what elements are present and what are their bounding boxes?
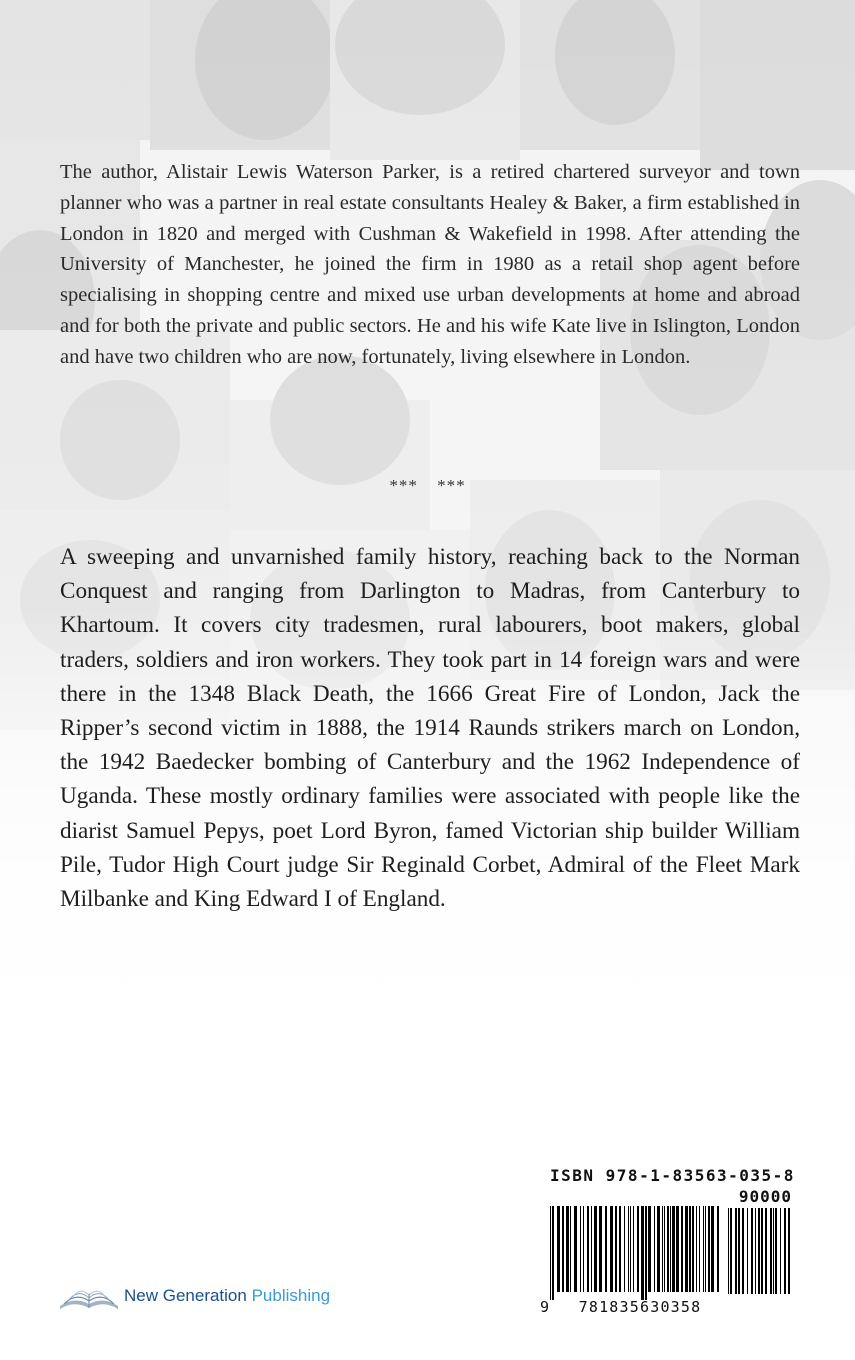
barcode-bar bbox=[681, 1206, 683, 1292]
barcode-bar bbox=[657, 1206, 660, 1292]
barcode-bar bbox=[742, 1208, 744, 1294]
barcode-bar bbox=[672, 1206, 675, 1292]
barcode-bar bbox=[562, 1206, 564, 1292]
barcode-bar bbox=[728, 1208, 729, 1294]
barcode-bar bbox=[599, 1206, 602, 1292]
barcode-bar bbox=[552, 1206, 554, 1300]
barcode-bar bbox=[696, 1206, 697, 1292]
ean-barcode-bars bbox=[550, 1206, 720, 1300]
price-addon-barcode-bars bbox=[728, 1208, 792, 1302]
barcode-bar bbox=[583, 1206, 584, 1292]
publisher-name-primary: New Generation bbox=[124, 1286, 252, 1305]
barcode-bar bbox=[594, 1206, 597, 1292]
barcode-bar bbox=[587, 1206, 589, 1292]
barcode-bar bbox=[566, 1206, 569, 1292]
barcode-bar bbox=[703, 1206, 704, 1292]
barcode-bar bbox=[689, 1206, 691, 1292]
barcode-bar bbox=[676, 1206, 679, 1292]
barcode-bar bbox=[550, 1206, 551, 1300]
barcode-bar bbox=[557, 1206, 560, 1292]
barcode-bar bbox=[630, 1206, 631, 1292]
barcode-bar bbox=[705, 1206, 706, 1292]
barcode-bar bbox=[591, 1206, 592, 1292]
barcode-bar bbox=[780, 1208, 781, 1294]
publisher-name bbox=[124, 1286, 330, 1306]
isbn-barcode bbox=[538, 1162, 798, 1322]
barcode-bar bbox=[761, 1208, 763, 1294]
open-book-icon bbox=[58, 1282, 120, 1310]
barcode-bar bbox=[730, 1208, 732, 1294]
barcode-bar bbox=[775, 1208, 777, 1294]
barcode-bar bbox=[570, 1206, 571, 1292]
barcode-bar bbox=[758, 1208, 760, 1294]
barcode-bar bbox=[685, 1206, 688, 1292]
publisher-logo-block bbox=[58, 1278, 330, 1314]
isbn-label: ISBN 978-1-83563-035-8 bbox=[550, 1166, 795, 1185]
barcode-bar bbox=[738, 1208, 740, 1294]
barcode-bar bbox=[610, 1206, 613, 1292]
publisher-name-accent: Publishing bbox=[251, 1286, 331, 1305]
barcode-bar bbox=[708, 1206, 710, 1292]
barcode-bar bbox=[765, 1208, 767, 1294]
barcode-bar bbox=[711, 1206, 714, 1292]
barcode-bar bbox=[773, 1208, 774, 1294]
barcode-bar bbox=[664, 1206, 665, 1292]
barcode-bar bbox=[624, 1206, 625, 1292]
barcode-bar bbox=[788, 1208, 790, 1294]
barcode-bar bbox=[628, 1206, 629, 1292]
book-blurb: A sweeping and unvarnished family history, reaching back to the Norman Conquest and ranging from Darlington to Madras, from Canterbury to Khartoum. It covers city tradesmen, rural labourers, boot makers, global traders, soldiers and iron workers. They took part in 14 foreign wars and were there in the 1348 Black Death, the 1666 Great Fire of London, Jack the Ripper’s second victim in 1888, the 1914 Raunds strikers march on London, the 1942 Baedecker bombing of Canterbury and the 1962 Independence of Uganda. These mostly ordinary families were associated with people like the diarist Samuel Pepys, poet Lord Byron, famed Victorian ship builder William Pile, Tudor High Court judge Sir Reginald Corbet, Admiral of the Fleet Mark Milbanke and King Edward I of England. bbox=[60, 544, 800, 913]
price-code: 90000 bbox=[738, 1187, 792, 1206]
barcode-bar bbox=[784, 1208, 786, 1294]
barcode-bar bbox=[641, 1206, 644, 1300]
section-separator: *** *** bbox=[389, 476, 466, 495]
author-biography: The author, Alistair Lewis Waterson Parker, is a retired chartered surveyor and town planner who was a partner in real estate consultants Healey & Baker, a firm established in London in 1820 and merged with Cushman & Wakefield in 1998. After attending the University of Manchester, he joined the firm in 1980 as a retail shop agent before specialising in shopping centre and mixed use urban developments at home and abroad and for both the private and public sectors. He and his wife Kate live in Islington, London and have two children who are now, fortunately, living elsewhere in London. bbox=[60, 161, 800, 368]
barcode-bar bbox=[648, 1206, 651, 1292]
barcode-bar bbox=[717, 1206, 719, 1292]
barcode-bar bbox=[751, 1208, 753, 1294]
barcode-bar bbox=[670, 1206, 671, 1292]
barcode-bar bbox=[755, 1208, 756, 1294]
ean-first-digit: 9 bbox=[540, 1298, 550, 1316]
barcode-bar bbox=[605, 1206, 607, 1292]
barcode-bar bbox=[615, 1206, 617, 1292]
barcode-bar bbox=[654, 1206, 655, 1292]
barcode-bar bbox=[699, 1206, 700, 1292]
barcode-bar bbox=[735, 1208, 737, 1294]
barcode-bar bbox=[619, 1206, 621, 1292]
barcode-bar bbox=[637, 1206, 639, 1292]
barcode-bar bbox=[667, 1206, 669, 1292]
barcode-bar bbox=[645, 1206, 647, 1300]
ean-digits: 781835630358 bbox=[578, 1298, 702, 1316]
barcode-bar bbox=[574, 1206, 577, 1292]
barcode-bar bbox=[770, 1208, 772, 1294]
barcode-bar bbox=[662, 1206, 663, 1292]
barcode-bar bbox=[692, 1206, 694, 1292]
barcode-bar bbox=[633, 1206, 634, 1292]
barcode-bar bbox=[580, 1206, 581, 1292]
barcode-bar bbox=[747, 1208, 748, 1294]
